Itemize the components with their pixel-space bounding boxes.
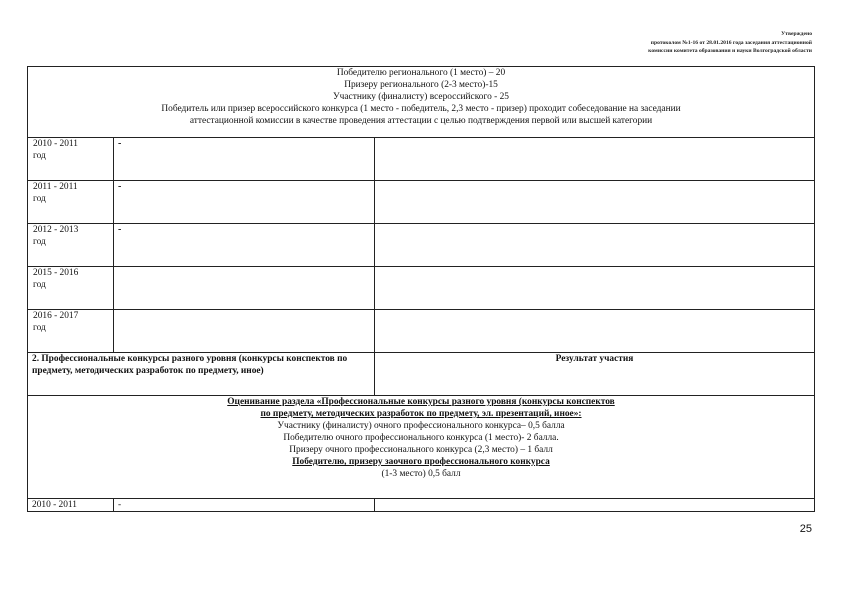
year-label: год — [33, 280, 46, 290]
scoring-rules-cell — [28, 396, 815, 499]
criteria-line: аттестационной комиссии в качестве проведения аттестации с целью подтверждения первой или высшей категории — [189, 116, 653, 126]
rules-heading: Победителю, призеру заочного профессионального конкурса — [292, 457, 550, 467]
year-cell: 2010 - 2011 — [28, 499, 114, 512]
approval-stamp — [582, 30, 812, 56]
rules-line: (1-3 место) 0,5 балл — [381, 469, 461, 479]
year-label: год — [33, 151, 46, 161]
assessment-table — [27, 66, 815, 512]
year-cell — [28, 267, 114, 310]
scoring-criteria-cell — [28, 67, 815, 138]
year-range: 2016 - 2017 — [33, 311, 79, 321]
table-row — [28, 224, 815, 267]
year-range: 2010 - 2011 — [33, 139, 78, 149]
value-cell — [114, 267, 375, 310]
rules-line: Победителю очного профессионального конкурса (1 место)- 2 балла. — [283, 433, 559, 443]
value-cell — [114, 310, 375, 353]
value-cell: - — [114, 181, 375, 224]
year-range: 2015 - 2016 — [33, 268, 79, 278]
section-header-row — [28, 353, 815, 396]
year-cell — [28, 310, 114, 353]
result-header: Результат участия — [375, 353, 815, 396]
criteria-line: Победителю регионального (1 место) – 20 — [336, 68, 506, 78]
table-row — [28, 499, 815, 512]
result-cell — [375, 138, 815, 181]
approval-line: Утверждено — [781, 31, 812, 37]
year-range: 2011 - 2011 — [33, 182, 78, 192]
year-label: год — [33, 237, 46, 247]
year-label: год — [33, 194, 46, 204]
result-cell — [375, 499, 815, 512]
year-label: год — [33, 323, 46, 333]
criteria-line: Призеру регионального (2-3 место)-15 — [344, 80, 498, 90]
page-number: 25 — [799, 523, 812, 535]
scoring-criteria-row — [28, 67, 815, 138]
section-title: 2. Профессиональные конкурсы разного уровня (конкурсы конспектов по предмету, методических разработок по предмету, иное) — [28, 353, 375, 396]
approval-line: протоколом №1-16 от 28.01.2016 года заседания аттестационной — [650, 39, 812, 46]
year-cell — [28, 138, 114, 181]
result-cell — [375, 181, 815, 224]
year-range: 2012 - 2013 — [33, 225, 79, 235]
value-cell: - — [114, 224, 375, 267]
value-cell: - — [114, 138, 375, 181]
value-cell: - — [114, 499, 375, 512]
year-cell — [28, 181, 114, 224]
rules-line: Призеру очного профессионального конкурса (2,3 место) – 1 балл — [289, 445, 553, 455]
table-row — [28, 181, 815, 224]
table-row — [28, 310, 815, 353]
rules-heading: по предмету, методических разработок по предмету, эл. презентаций, иное»: — [260, 409, 582, 419]
table-row — [28, 267, 815, 310]
scoring-rules-row — [28, 396, 815, 499]
result-cell — [375, 310, 815, 353]
rules-heading: Оценивание раздела «Профессиональные конкурсы разного уровня (конкурсы конспектов — [227, 397, 615, 407]
year-cell — [28, 224, 114, 267]
approval-line: комиссии комитета образования и науки Волгоградской области — [648, 48, 812, 54]
criteria-line: Победитель или призер всероссийского конкурса (1 место - победитель, 2,3 место - призер) проходит собеседование на заседании — [161, 104, 681, 114]
criteria-line: Участнику (финалисту) всероссийского - 25 — [333, 92, 509, 102]
result-cell — [375, 224, 815, 267]
table-row — [28, 138, 815, 181]
result-cell — [375, 267, 815, 310]
rules-line: Участнику (финалисту) очного профессионального конкурса– 0,5 балла — [277, 421, 565, 431]
